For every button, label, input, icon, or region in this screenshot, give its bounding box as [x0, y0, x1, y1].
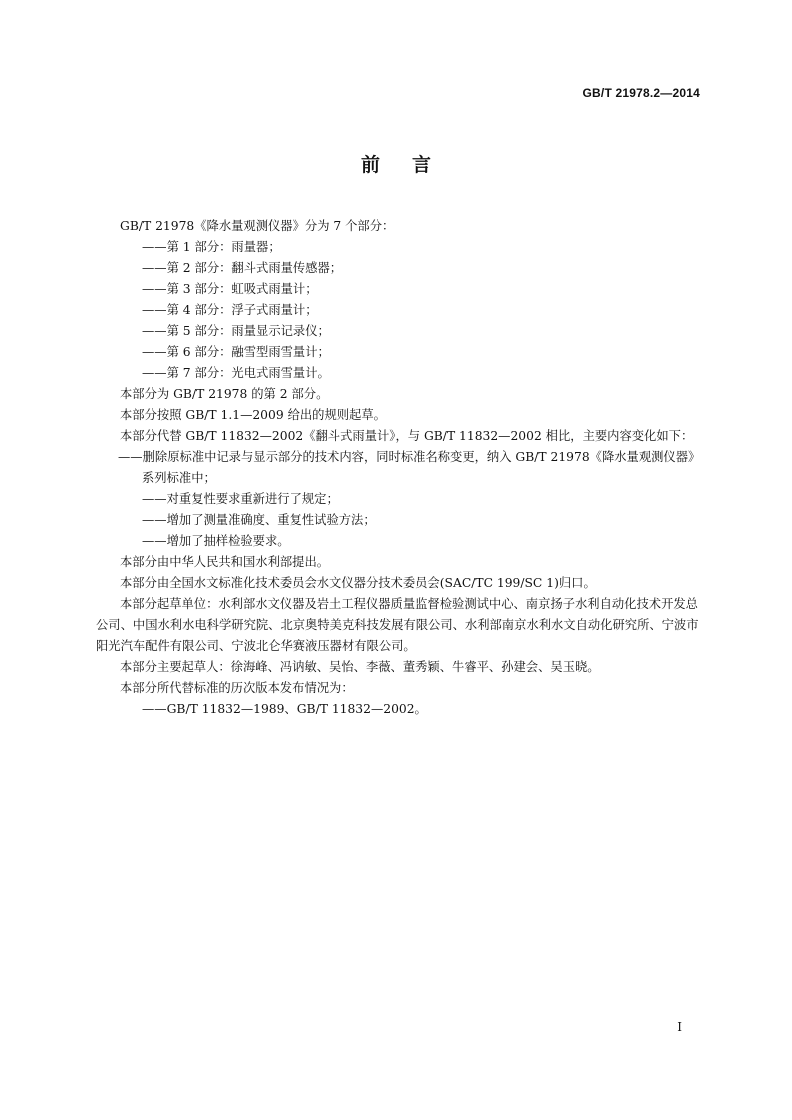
paragraph-history: 本部分所代替标准的历次版本发布情况为：	[120, 681, 354, 695]
list-item: ——第 7 部分：光电式雨雪量计。	[142, 366, 330, 380]
list-item: ——增加了抽样检验要求。	[142, 534, 290, 548]
list-item: ——GB/T 11832—1989、GB/T 11832—2002。	[142, 702, 427, 716]
list-item: ——删除原标准中记录与显示部分的技术内容，同时标准名称变更，纳入 GB/T 21978《降水量观测仪器》系列标准中；	[118, 450, 701, 485]
paragraph-drafters: 本部分主要起草人：徐海峰、冯讷敏、吴怡、李薇、董秀颖、牛睿平、孙建会、吴玉晓。	[120, 660, 600, 674]
paragraph-proposer: 本部分由中华人民共和国水利部提出。	[120, 555, 330, 569]
standard-code: GB/T 21978.2—2014	[582, 86, 700, 100]
list-item: ——对重复性要求重新进行了规定；	[142, 492, 339, 506]
paragraph-drafting-units: 本部分起草单位：水利部水文仪器及岩土工程仪器质量监督检验测试中心、南京扬子水利自动化技术开发总公司、中国水利水电科学研究院、北京奥特美克科技发展有限公司、水利部南京水利水文自动化研究所、宁波市阳光汽车配件有限公司、宁波北仑华赛液压器材有限公司。	[96, 597, 699, 653]
list-item: ——增加了测量准确度、重复性试验方法；	[142, 513, 376, 527]
list-item: ——第 5 部分：雨量显示记录仪；	[142, 324, 330, 338]
list-item: ——第 6 部分：融雪型雨雪量计；	[142, 345, 330, 359]
list-item: ——第 4 部分：浮子式雨量计；	[142, 303, 318, 317]
paragraph-committee: 本部分由全国水文标准化技术委员会水文仪器分技术委员会(SAC/TC 199/SC 1)归口。	[120, 576, 596, 590]
paragraph-part-note: 本部分为 GB/T 21978 的第 2 部分。	[120, 387, 329, 401]
paragraph-replacement: 本部分代替 GB/T 11832—2002《翻斗式雨量计》，与 GB/T 11832—2002 相比，主要内容变化如下：	[120, 429, 694, 443]
list-item: ——第 2 部分：翻斗式雨量传感器；	[142, 261, 343, 275]
paragraph-drafting-rules: 本部分按照 GB/T 1.1—2009 给出的规则起草。	[120, 408, 386, 422]
page-title: 前言	[360, 154, 463, 176]
paragraph-intro: GB/T 21978《降水量观测仪器》分为 7 个部分：	[120, 219, 395, 233]
page-number: I	[677, 1020, 682, 1034]
list-item: ——第 3 部分：虹吸式雨量计；	[142, 282, 318, 296]
list-item: ——第 1 部分：雨量器；	[142, 240, 281, 254]
document-body	[96, 216, 704, 720]
